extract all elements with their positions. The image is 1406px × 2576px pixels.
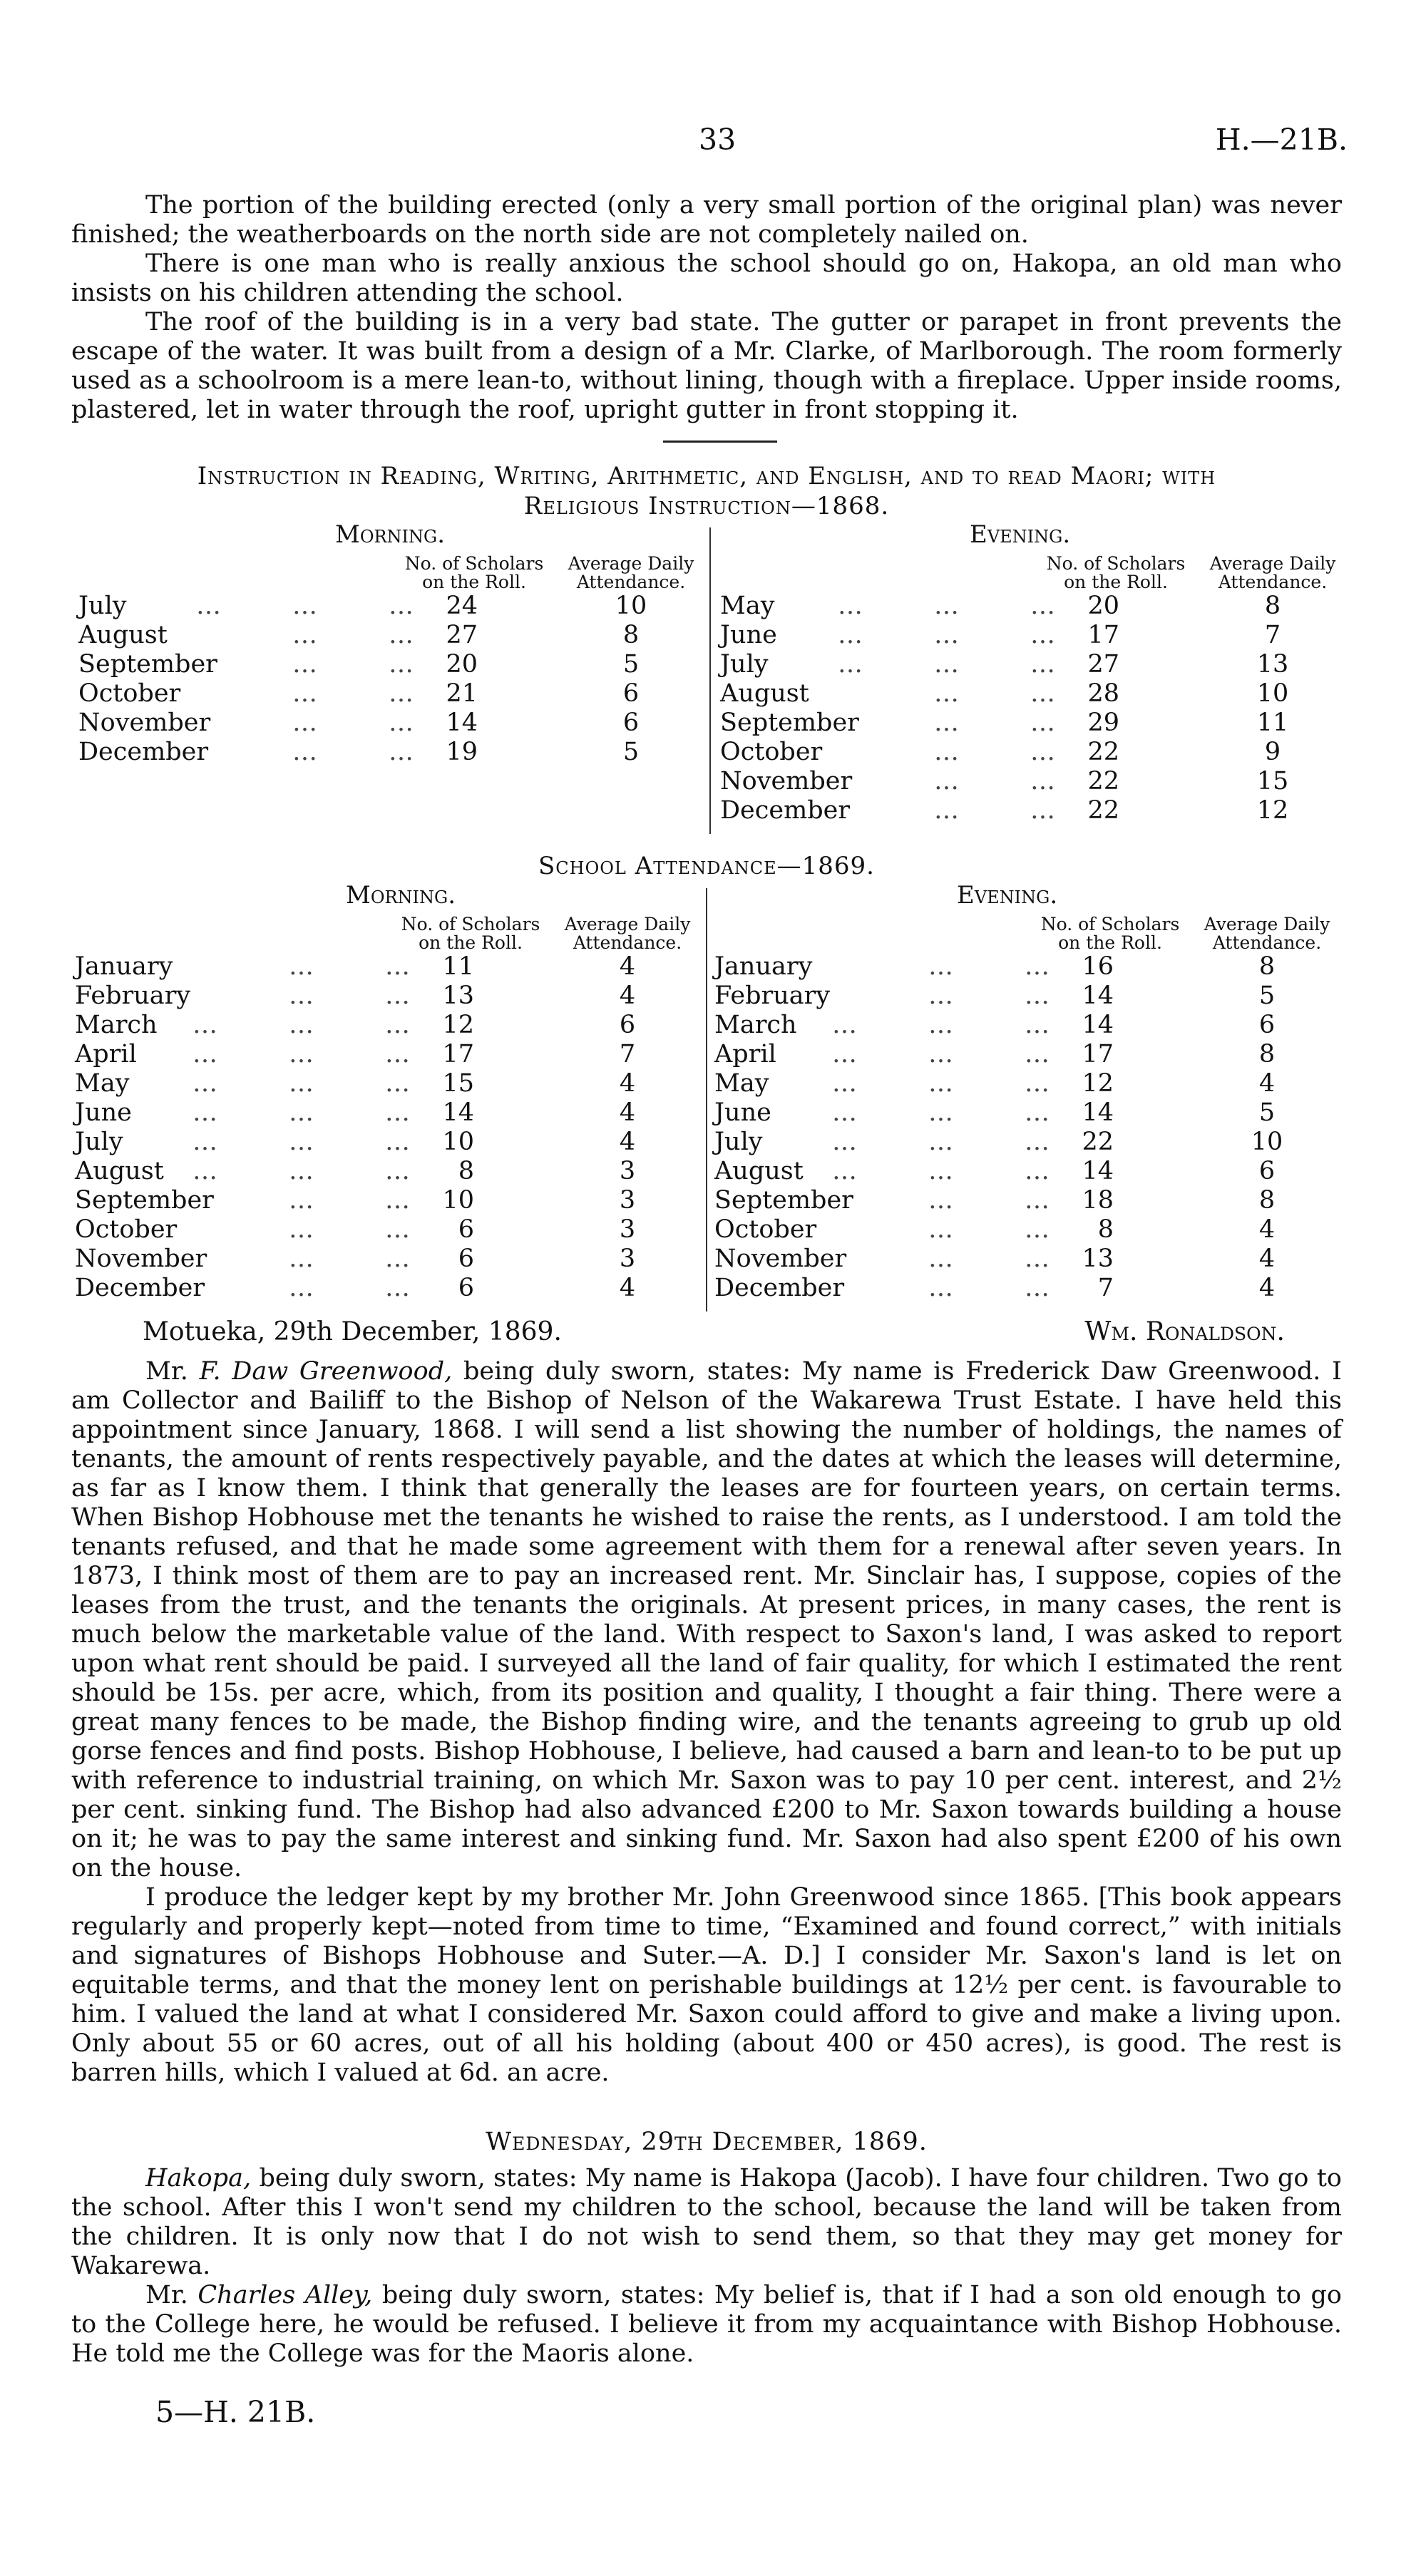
date-heading: Wednesday, 29th December, 1869. bbox=[486, 2128, 928, 2156]
roll-count-cell: 29 bbox=[1087, 709, 1119, 737]
table2-morning bbox=[75, 881, 702, 1316]
month-cell: August bbox=[720, 679, 809, 708]
leader-dots: … bbox=[289, 1128, 314, 1156]
table1-evening bbox=[720, 520, 1348, 841]
roll-count-cell: 27 bbox=[1087, 650, 1119, 679]
document-reference: H.—21B. bbox=[1215, 123, 1348, 157]
table-row bbox=[720, 592, 1348, 621]
roll-count-cell: 10 bbox=[442, 1186, 474, 1215]
table-row bbox=[714, 1245, 1342, 1274]
average-attendance-cell: 3 bbox=[619, 1186, 636, 1215]
leader-dots: … bbox=[193, 1098, 217, 1127]
leader-dots: … bbox=[292, 709, 317, 737]
table2-morning-label: Morning. bbox=[346, 881, 456, 910]
table-row bbox=[720, 650, 1348, 679]
leader-dots: … bbox=[292, 621, 317, 649]
roll-count-cell: 20 bbox=[1087, 592, 1119, 620]
roll-count-cell: 22 bbox=[1082, 1128, 1114, 1156]
leader-dots: … bbox=[385, 1098, 410, 1127]
leader-dots: … bbox=[289, 982, 314, 1010]
leader-dots: … bbox=[389, 592, 414, 620]
leader-dots: … bbox=[934, 738, 959, 766]
leader-dots: … bbox=[1030, 796, 1055, 825]
table-row bbox=[78, 709, 706, 738]
leader-dots: … bbox=[289, 1098, 314, 1127]
roll-count-cell: 15 bbox=[442, 1069, 474, 1098]
average-attendance-cell: 4 bbox=[1258, 1215, 1276, 1244]
month-cell: August bbox=[714, 1157, 804, 1185]
roll-count-cell: 28 bbox=[1087, 679, 1119, 708]
leader-dots: … bbox=[385, 1215, 410, 1244]
roll-count-cell: 8 bbox=[1097, 1215, 1114, 1244]
alley-text: being duly sworn, states: My belief is, that if I had a son old enough to go to the College here, he would be refused. I believe it from my acquaintance with Bishop Hobhouse. He told me the College was for the Maoris alone. bbox=[71, 2281, 1342, 2368]
table1-evening-header-attendance-2: Attendance. bbox=[1218, 572, 1328, 592]
table1-morning-header-scholars-1: No. of Scholars bbox=[404, 553, 544, 574]
table1-morning bbox=[78, 520, 706, 841]
page-footer: 5—H. 21B. bbox=[155, 2395, 316, 2429]
average-attendance-cell: 5 bbox=[1258, 982, 1276, 1010]
leader-dots: … bbox=[832, 1040, 857, 1068]
leader-dots: … bbox=[385, 982, 410, 1010]
leader-dots: … bbox=[389, 650, 414, 679]
table1-morning-label: Morning. bbox=[335, 520, 446, 549]
month-cell: July bbox=[78, 592, 127, 620]
month-cell: September bbox=[75, 1186, 214, 1215]
month-cell: November bbox=[75, 1245, 207, 1273]
month-cell: October bbox=[720, 738, 823, 766]
table2-evening-header-attendance-2: Attendance. bbox=[1212, 932, 1322, 953]
average-attendance-cell: 5 bbox=[622, 650, 640, 679]
leader-dots: … bbox=[934, 679, 959, 708]
roll-count-cell: 8 bbox=[458, 1157, 474, 1185]
average-attendance-cell: 10 bbox=[615, 592, 647, 620]
table1-evening-header-attendance-1: Average Daily bbox=[1209, 553, 1336, 574]
table-row bbox=[75, 1040, 702, 1069]
leader-dots: … bbox=[193, 1069, 217, 1098]
leader-dots: … bbox=[289, 1186, 314, 1215]
leader-dots: … bbox=[289, 1040, 314, 1068]
average-attendance-cell: 6 bbox=[1258, 1157, 1276, 1185]
average-attendance-cell: 3 bbox=[619, 1245, 636, 1273]
roll-count-cell: 7 bbox=[1097, 1274, 1114, 1302]
leader-dots: … bbox=[928, 1098, 953, 1127]
alley-title: Mr. bbox=[145, 2281, 188, 2309]
leader-dots: … bbox=[1030, 592, 1055, 620]
alley-name: Charles Alley, bbox=[197, 2281, 373, 2309]
roll-count-cell: 14 bbox=[446, 709, 478, 737]
leader-dots: … bbox=[928, 1069, 953, 1098]
leader-dots: … bbox=[1030, 767, 1055, 795]
roll-count-cell: 22 bbox=[1087, 767, 1119, 795]
leader-dots: … bbox=[838, 621, 863, 649]
average-attendance-cell: 5 bbox=[1258, 1098, 1276, 1127]
average-attendance-cell: 8 bbox=[1258, 952, 1276, 981]
greenwood-name: F. Daw Greenwood, bbox=[199, 1357, 453, 1386]
roll-count-cell: 27 bbox=[446, 621, 478, 649]
month-cell: September bbox=[78, 650, 217, 679]
leader-dots: … bbox=[193, 1040, 217, 1068]
table1-evening-header-scholars-2: on the Roll. bbox=[1064, 572, 1168, 592]
leader-dots: … bbox=[832, 1011, 857, 1039]
month-cell: June bbox=[720, 621, 777, 649]
month-cell: March bbox=[714, 1011, 797, 1039]
table-row bbox=[714, 1011, 1342, 1040]
roll-count-cell: 16 bbox=[1082, 952, 1114, 981]
table2-morning-header-scholars-2: on the Roll. bbox=[419, 932, 523, 953]
leader-dots: … bbox=[928, 1040, 953, 1068]
roll-count-cell: 10 bbox=[442, 1128, 474, 1156]
table-row bbox=[714, 982, 1342, 1011]
average-attendance-cell: 13 bbox=[1256, 650, 1289, 679]
month-cell: May bbox=[714, 1069, 769, 1098]
average-attendance-cell: 8 bbox=[1258, 1186, 1276, 1215]
leader-dots: … bbox=[292, 738, 317, 766]
average-attendance-cell: 4 bbox=[1258, 1069, 1276, 1098]
average-attendance-cell: 7 bbox=[1264, 621, 1281, 649]
leader-dots: … bbox=[934, 650, 959, 679]
table2-evening-header-scholars-1: No. of Scholars bbox=[1040, 914, 1180, 934]
table-row bbox=[720, 796, 1348, 825]
leader-dots: … bbox=[928, 1245, 953, 1273]
leader-dots: … bbox=[1030, 738, 1055, 766]
leader-dots: … bbox=[385, 1040, 410, 1068]
leader-dots: … bbox=[389, 738, 414, 766]
roll-count-cell: 6 bbox=[458, 1245, 474, 1273]
roll-count-cell: 12 bbox=[1082, 1069, 1114, 1098]
month-cell: November bbox=[714, 1245, 847, 1273]
table2-morning-header-attendance-2: Attendance. bbox=[573, 932, 682, 953]
roll-count-cell: 24 bbox=[446, 592, 478, 620]
roll-count-cell: 20 bbox=[446, 650, 478, 679]
average-attendance-cell: 6 bbox=[622, 679, 640, 708]
average-attendance-cell: 4 bbox=[619, 1098, 636, 1127]
month-cell: May bbox=[720, 592, 775, 620]
section-divider bbox=[663, 441, 777, 443]
roll-count-cell: 17 bbox=[442, 1040, 474, 1068]
leader-dots: … bbox=[385, 1245, 410, 1273]
leader-dots: … bbox=[1025, 1157, 1050, 1185]
table-row bbox=[720, 767, 1348, 796]
leader-dots: … bbox=[832, 1098, 857, 1127]
leader-dots: … bbox=[385, 1011, 410, 1039]
leader-dots: … bbox=[196, 592, 221, 620]
leader-dots: … bbox=[193, 1128, 217, 1156]
month-cell: October bbox=[75, 1215, 178, 1244]
table2-evening-header-scholars-2: on the Roll. bbox=[1058, 932, 1162, 953]
leader-dots: … bbox=[1025, 982, 1050, 1010]
roll-count-cell: 13 bbox=[442, 982, 474, 1010]
roll-count-cell: 13 bbox=[1082, 1245, 1114, 1273]
month-cell: December bbox=[75, 1274, 205, 1302]
leader-dots: … bbox=[289, 1011, 314, 1039]
leader-dots: … bbox=[838, 650, 863, 679]
table-row bbox=[720, 709, 1348, 738]
average-attendance-cell: 10 bbox=[1251, 1128, 1283, 1156]
table-row bbox=[75, 1011, 702, 1040]
roll-count-cell: 14 bbox=[1082, 1011, 1114, 1039]
roll-count-cell: 22 bbox=[1087, 796, 1119, 825]
month-cell: September bbox=[714, 1186, 853, 1215]
month-cell: June bbox=[714, 1098, 771, 1127]
leader-dots: … bbox=[1025, 1098, 1050, 1127]
greenwood-paragraph-2: I produce the ledger kept by my brother Mr. John Greenwood since 1865. [This book appears regularly and properly kept—noted from time to time, “Examined and found correct,” with initials and signatures of Bishops Hobhouse and Suter.—A. D.] I consider Mr. Saxon's land is let on equitable terms, and that the money lent on perishable buildings at 12½ per cent. is favourable to him. I valued the land at what I considered Mr. Saxon could afford to give and make a living upon. Only about 55 or 60 acres, out of all his holding (about 400 or 450 acres), is good. The rest is barren hills, which I valued at 6d. an acre. bbox=[71, 1883, 1342, 2087]
average-attendance-cell: 12 bbox=[1256, 796, 1289, 825]
table2-evening bbox=[714, 881, 1342, 1316]
leader-dots: … bbox=[389, 621, 414, 649]
leader-dots: … bbox=[1030, 679, 1055, 708]
table1-title-line1: Instruction in Reading, Writing, Arithmetic, and English, and to read Maori; with bbox=[197, 462, 1216, 490]
average-attendance-cell: 4 bbox=[619, 1069, 636, 1098]
average-attendance-cell: 6 bbox=[622, 709, 640, 737]
table-row bbox=[75, 952, 702, 982]
table-row bbox=[714, 1157, 1342, 1186]
intro-paragraph-3: The roof of the building is in a very bad state. The gutter or parapet in front prevents the escape of the water. It was built from a design of a Mr. Clarke, of Marlborough. The room formerly used as a schoolroom is a mere lean-to, without lining, though with a fireplace. Upper inside rooms, plastered, let in water through the roof, upright gutter in front stopping it. bbox=[71, 308, 1342, 424]
roll-count-cell: 12 bbox=[442, 1011, 474, 1039]
later-testimonies bbox=[71, 2164, 1342, 2369]
month-cell: September bbox=[720, 709, 859, 737]
leader-dots: … bbox=[1030, 650, 1055, 679]
roll-count-cell: 14 bbox=[1082, 1157, 1114, 1185]
leader-dots: … bbox=[1025, 952, 1050, 981]
leader-dots: … bbox=[292, 650, 317, 679]
average-attendance-cell: 7 bbox=[619, 1040, 636, 1068]
table2-column-divider bbox=[706, 888, 707, 1312]
roll-count-cell: 14 bbox=[442, 1098, 474, 1127]
table2-morning-header-attendance-1: Average Daily bbox=[564, 914, 691, 934]
leader-dots: … bbox=[193, 1011, 217, 1039]
leader-dots: … bbox=[292, 679, 317, 708]
leader-dots: … bbox=[1030, 621, 1055, 649]
table-row bbox=[714, 1040, 1342, 1069]
leader-dots: … bbox=[832, 1128, 857, 1156]
table1-evening-label: Evening. bbox=[970, 520, 1071, 549]
leader-dots: … bbox=[289, 1274, 314, 1302]
table2-evening-header-attendance-1: Average Daily bbox=[1204, 914, 1330, 934]
leader-dots: … bbox=[832, 1069, 857, 1098]
table1-morning-header-attendance-1: Average Daily bbox=[568, 553, 694, 574]
leader-dots: … bbox=[389, 679, 414, 708]
table-row bbox=[75, 1128, 702, 1157]
average-attendance-cell: 4 bbox=[619, 1128, 636, 1156]
leader-dots: … bbox=[928, 982, 953, 1010]
table1-morning-header-attendance-2: Attendance. bbox=[576, 572, 686, 592]
table-row bbox=[75, 1098, 702, 1128]
leader-dots: … bbox=[389, 709, 414, 737]
leader-dots: … bbox=[928, 1157, 953, 1185]
leader-dots: … bbox=[289, 1157, 314, 1185]
leader-dots: … bbox=[385, 1128, 410, 1156]
average-attendance-cell: 8 bbox=[622, 621, 640, 649]
table1-column-divider bbox=[709, 527, 711, 834]
table-row bbox=[720, 679, 1348, 709]
month-cell: November bbox=[720, 767, 853, 795]
month-cell: November bbox=[78, 709, 211, 737]
leader-dots: … bbox=[1025, 1128, 1050, 1156]
roll-count-cell: 6 bbox=[458, 1274, 474, 1302]
month-cell: February bbox=[714, 982, 831, 1010]
table-row bbox=[75, 1186, 702, 1215]
table-row bbox=[714, 1215, 1342, 1245]
roll-count-cell: 17 bbox=[1087, 621, 1119, 649]
leader-dots: … bbox=[289, 1245, 314, 1273]
leader-dots: … bbox=[385, 1069, 410, 1098]
greenwood-testimony bbox=[71, 1357, 1342, 2088]
average-attendance-cell: 6 bbox=[1258, 1011, 1276, 1039]
intro-paragraph-2: There is one man who is really anxious the school should go on, Hakopa, an old man who insists on his children attending the school. bbox=[71, 249, 1342, 307]
average-attendance-cell: 4 bbox=[619, 1274, 636, 1302]
month-cell: January bbox=[714, 952, 813, 981]
roll-count-cell: 6 bbox=[458, 1215, 474, 1244]
leader-dots: … bbox=[385, 1157, 410, 1185]
leader-dots: … bbox=[289, 1215, 314, 1244]
roll-count-cell: 11 bbox=[442, 952, 474, 981]
table1-evening-header-scholars-1: No. of Scholars bbox=[1046, 553, 1186, 574]
leader-dots: … bbox=[838, 592, 863, 620]
month-cell: August bbox=[75, 1157, 164, 1185]
table-row bbox=[75, 982, 702, 1011]
table-row bbox=[714, 1069, 1342, 1098]
average-attendance-cell: 3 bbox=[619, 1157, 636, 1185]
leader-dots: … bbox=[934, 621, 959, 649]
average-attendance-cell: 11 bbox=[1256, 709, 1289, 737]
greenwood-title: Mr. bbox=[145, 1357, 188, 1386]
table-row bbox=[75, 1245, 702, 1274]
table2-morning-header-scholars-1: No. of Scholars bbox=[401, 914, 540, 934]
average-attendance-cell: 6 bbox=[619, 1011, 636, 1039]
table-row bbox=[720, 738, 1348, 767]
table2-evening-label: Evening. bbox=[957, 881, 1058, 910]
leader-dots: … bbox=[289, 1069, 314, 1098]
average-attendance-cell: 4 bbox=[619, 952, 636, 981]
roll-count-cell: 21 bbox=[446, 679, 478, 708]
leader-dots: … bbox=[292, 592, 317, 620]
month-cell: April bbox=[75, 1040, 137, 1068]
table-row bbox=[714, 1128, 1342, 1157]
leader-dots: … bbox=[832, 1157, 857, 1185]
table1-title-line2: Religious Instruction—1868. bbox=[523, 492, 890, 520]
month-cell: December bbox=[78, 738, 209, 766]
leader-dots: … bbox=[928, 1011, 953, 1039]
leader-dots: … bbox=[385, 952, 410, 981]
greenwood-paragraph-1 bbox=[71, 1357, 1342, 1883]
leader-dots: … bbox=[1025, 1040, 1050, 1068]
hakopa-name: Hakopa, bbox=[145, 2164, 252, 2193]
month-cell: July bbox=[75, 1128, 123, 1156]
roll-count-cell: 18 bbox=[1082, 1186, 1114, 1215]
leader-dots: … bbox=[928, 1128, 953, 1156]
leader-dots: … bbox=[934, 709, 959, 737]
table1-morning-header-scholars-2: on the Roll. bbox=[422, 572, 526, 592]
month-cell: July bbox=[720, 650, 769, 679]
signature-place-date: Motueka, 29th December, 1869. bbox=[143, 1317, 562, 1346]
table-row bbox=[75, 1215, 702, 1245]
leader-dots: … bbox=[385, 1186, 410, 1215]
leader-dots: … bbox=[385, 1274, 410, 1302]
leader-dots: … bbox=[1025, 1186, 1050, 1215]
average-attendance-cell: 5 bbox=[622, 738, 640, 766]
table-row bbox=[78, 621, 706, 650]
leader-dots: … bbox=[1025, 1274, 1050, 1302]
month-cell: July bbox=[714, 1128, 763, 1156]
leader-dots: … bbox=[1025, 1215, 1050, 1244]
average-attendance-cell: 4 bbox=[1258, 1274, 1276, 1302]
intro-text bbox=[71, 191, 1342, 425]
leader-dots: … bbox=[928, 1274, 953, 1302]
month-cell: October bbox=[78, 679, 181, 708]
leader-dots: … bbox=[1030, 709, 1055, 737]
leader-dots: … bbox=[1025, 1011, 1050, 1039]
leader-dots: … bbox=[193, 1157, 217, 1185]
average-attendance-cell: 15 bbox=[1256, 767, 1289, 795]
average-attendance-cell: 8 bbox=[1264, 592, 1281, 620]
average-attendance-cell: 10 bbox=[1256, 679, 1289, 708]
roll-count-cell: 19 bbox=[446, 738, 478, 766]
table-row bbox=[714, 1098, 1342, 1128]
table-row bbox=[714, 1274, 1342, 1303]
leader-dots: … bbox=[934, 592, 959, 620]
month-cell: December bbox=[714, 1274, 845, 1302]
leader-dots: … bbox=[934, 796, 959, 825]
average-attendance-cell: 4 bbox=[1258, 1245, 1276, 1273]
hakopa-text: being duly sworn, states: My name is Hakopa (Jacob). I have four children. Two go to the school. After this I won't send my children to the school, because the land will be taken from the children. It is only now that I do not wish to send them, so that they may get money for Wakarewa. bbox=[71, 2164, 1342, 2280]
table2-title: School Attendance—1869. bbox=[538, 852, 875, 880]
roll-count-cell: 14 bbox=[1082, 1098, 1114, 1127]
intro-paragraph-1: The portion of the building erected (only a very small portion of the original plan) was never finished; the weatherboards on the north side are not completely nailed on. bbox=[71, 191, 1342, 249]
month-cell: October bbox=[714, 1215, 817, 1244]
table-row bbox=[714, 1186, 1342, 1215]
table-row bbox=[78, 679, 706, 709]
average-attendance-cell: 9 bbox=[1264, 738, 1281, 766]
month-cell: February bbox=[75, 982, 191, 1010]
month-cell: August bbox=[78, 621, 168, 649]
month-cell: March bbox=[75, 1011, 158, 1039]
table-row bbox=[714, 952, 1342, 982]
page-number: 33 bbox=[699, 123, 737, 157]
month-cell: April bbox=[714, 1040, 776, 1068]
average-attendance-cell: 3 bbox=[619, 1215, 636, 1244]
table-row bbox=[78, 650, 706, 679]
leader-dots: … bbox=[1025, 1069, 1050, 1098]
table-row bbox=[720, 621, 1348, 650]
month-cell: January bbox=[75, 952, 173, 981]
table-row bbox=[75, 1069, 702, 1098]
leader-dots: … bbox=[928, 1186, 953, 1215]
month-cell: December bbox=[720, 796, 851, 825]
leader-dots: … bbox=[289, 952, 314, 981]
signature-name: Wm. Ronaldson. bbox=[1084, 1317, 1285, 1346]
table-row bbox=[75, 1157, 702, 1186]
roll-count-cell: 22 bbox=[1087, 738, 1119, 766]
leader-dots: … bbox=[928, 1215, 953, 1244]
hakopa-paragraph bbox=[71, 2164, 1342, 2281]
leader-dots: … bbox=[1025, 1245, 1050, 1273]
greenwood-text-1: being duly sworn, states: My name is Frederick Daw Greenwood. I am Collector and Bailiff to the Bishop of Nelson of the Wakarewa Trust Estate. I have held this appointment since January, 1868. I will send a list showing the number of holdings, the names of tenants, the amount of rents respectively payable, and the dates at which the leases will determine, as far as I know them. I think that generally the leases are for fourteen years, on certain terms. When Bishop Hobhouse met the tenants he wished to raise the rents, as I understood. I am told the tenants refused, and that he made some agreement with them for a renewal after seven years. In 1873, I think most of them are to pay an increased rent. Mr. Sinclair has, I suppose, copies of the leases from the trust, and the tenants the originals. At present prices, in many cases, the rent is much below the marketable value of the land. With respect to Saxon's land, I was asked to report upon what rent should be paid. I surveyed all the land of fair quality, for which I estimated the rent should be 15s. per acre, which, from its position and quality, I thought a fair thing. There were a great many fences to be made, the Bishop finding wire, and the tenants agreeing to grub up old gorse fences and find posts. Bishop Hobhouse, I believe, had caused a barn and lean-to to be put up with reference to industrial training, on which Mr. Saxon was to pay 10 per cent. interest, and 2½ per cent. sinking fund. The Bishop had also advanced £200 to Mr. Saxon towards building a house on it; he was to pay the same interest and sinking fund. Mr. Saxon had also spent £200 of his own on the house. bbox=[71, 1357, 1342, 1882]
average-attendance-cell: 4 bbox=[619, 982, 636, 1010]
table-row bbox=[75, 1274, 702, 1303]
leader-dots: … bbox=[928, 952, 953, 981]
table-row bbox=[78, 738, 706, 767]
alley-paragraph bbox=[71, 2281, 1342, 2369]
roll-count-cell: 14 bbox=[1082, 982, 1114, 1010]
leader-dots: … bbox=[934, 767, 959, 795]
roll-count-cell: 17 bbox=[1082, 1040, 1114, 1068]
month-cell: May bbox=[75, 1069, 130, 1098]
average-attendance-cell: 8 bbox=[1258, 1040, 1276, 1068]
table-row bbox=[78, 592, 706, 621]
month-cell: June bbox=[75, 1098, 132, 1127]
